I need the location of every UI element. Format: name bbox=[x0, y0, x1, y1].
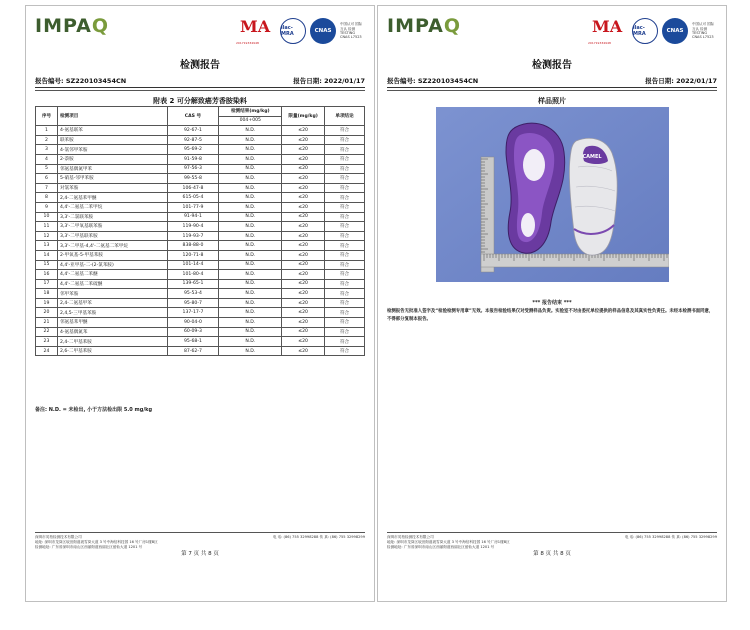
row-cas: 87-62-7 bbox=[167, 346, 219, 356]
row-limit: ≤20 bbox=[282, 154, 325, 164]
row-seq: 5 bbox=[36, 164, 58, 174]
row-result: N.D. bbox=[219, 308, 282, 318]
row-item: 4-氨基联苯 bbox=[57, 126, 167, 136]
row-conclusion: 符合 bbox=[325, 270, 365, 280]
row-cas: 60-09-3 bbox=[167, 327, 219, 337]
row-item: 3,3'-二甲氧基联苯胺 bbox=[57, 222, 167, 232]
page-number: 第 8 页 共 8 页 bbox=[533, 551, 571, 557]
table-row bbox=[36, 327, 365, 337]
row-limit: ≤20 bbox=[282, 193, 325, 203]
table-row bbox=[36, 202, 365, 212]
row-item: 邻氨基苯甲醚 bbox=[57, 318, 167, 328]
row-limit: ≤20 bbox=[282, 222, 325, 232]
row-conclusion: 符合 bbox=[325, 154, 365, 164]
report-title: 检测报告 bbox=[180, 60, 220, 71]
row-conclusion: 符合 bbox=[325, 327, 365, 337]
row-result: N.D. bbox=[219, 202, 282, 212]
row-item: 联苯胺 bbox=[57, 135, 167, 145]
certification-marks bbox=[588, 17, 716, 45]
report-date: 报告日期: 2022/01/17 bbox=[293, 77, 365, 85]
table-row bbox=[36, 135, 365, 145]
row-cas: 106-47-8 bbox=[167, 183, 219, 193]
row-item: 2-萘胺 bbox=[57, 154, 167, 164]
row-limit: ≤20 bbox=[282, 135, 325, 145]
row-conclusion: 符合 bbox=[325, 289, 365, 299]
row-seq: 17 bbox=[36, 279, 58, 289]
row-seq: 20 bbox=[36, 308, 58, 318]
report-number: 报告编号: SZ220103454CN bbox=[35, 77, 127, 85]
row-result: N.D. bbox=[219, 289, 282, 299]
table-title: 附表 2 可分解致癌芳香胺染料 bbox=[153, 97, 247, 105]
ma-cert-icon: MA 201719334948 bbox=[588, 17, 623, 45]
table-row bbox=[36, 279, 365, 289]
row-limit: ≤20 bbox=[282, 164, 325, 174]
row-item: 3,3'-二甲基-4,4'-二氨基二苯甲烷 bbox=[57, 241, 167, 251]
row-result: N.D. bbox=[219, 154, 282, 164]
row-limit: ≤20 bbox=[282, 126, 325, 136]
company-logo: IMPAQ bbox=[35, 15, 110, 37]
table-row bbox=[36, 164, 365, 174]
row-result: N.D. bbox=[219, 260, 282, 270]
row-seq: 21 bbox=[36, 318, 58, 328]
col-header-conclusion: 单项结论 bbox=[325, 107, 365, 126]
row-conclusion: 符合 bbox=[325, 346, 365, 356]
row-result: N.D. bbox=[219, 193, 282, 203]
row-result: N.D. bbox=[219, 145, 282, 155]
table-row bbox=[36, 183, 365, 193]
row-seq: 12 bbox=[36, 231, 58, 241]
shoe-brand-label: CAMEL bbox=[582, 154, 602, 160]
row-cas: 101-77-9 bbox=[167, 202, 219, 212]
row-cas: 95-80-7 bbox=[167, 298, 219, 308]
table-row bbox=[36, 337, 365, 347]
row-cas: 119-93-7 bbox=[167, 231, 219, 241]
row-item: 2,6-二甲基苯胺 bbox=[57, 346, 167, 356]
col-header-result: 检测结果(mg/kg) bbox=[219, 107, 282, 117]
table-row bbox=[36, 270, 365, 280]
ma-cert-icon: MA 201719334948 bbox=[236, 17, 271, 45]
row-item: 2,4-二氨基甲苯 bbox=[57, 298, 167, 308]
row-item: 4-氨基偶氮苯 bbox=[57, 327, 167, 337]
table-row bbox=[36, 308, 365, 318]
row-result: N.D. bbox=[219, 212, 282, 222]
row-seq: 7 bbox=[36, 183, 58, 193]
row-limit: ≤20 bbox=[282, 318, 325, 328]
row-result: N.D. bbox=[219, 318, 282, 328]
row-cas: 92-67-1 bbox=[167, 126, 219, 136]
row-seq: 4 bbox=[36, 154, 58, 164]
page-number: 第 7 页 共 8 页 bbox=[181, 551, 219, 557]
row-result: N.D. bbox=[219, 298, 282, 308]
row-limit: ≤20 bbox=[282, 289, 325, 299]
row-conclusion: 符合 bbox=[325, 222, 365, 232]
row-cas: 91-94-1 bbox=[167, 212, 219, 222]
photo-title: 样品照片 bbox=[538, 97, 566, 105]
ilac-mra-icon: ilac-MRA bbox=[632, 18, 658, 44]
report-title: 检测报告 bbox=[532, 60, 572, 71]
row-seq: 15 bbox=[36, 260, 58, 270]
row-seq: 2 bbox=[36, 135, 58, 145]
row-conclusion: 符合 bbox=[325, 298, 365, 308]
row-seq: 10 bbox=[36, 212, 58, 222]
row-result: N.D. bbox=[219, 135, 282, 145]
row-conclusion: 符合 bbox=[325, 318, 365, 328]
table-row bbox=[36, 241, 365, 251]
table-row bbox=[36, 250, 365, 260]
col-header-item: 检测项目 bbox=[57, 107, 167, 126]
row-cas: 91-59-8 bbox=[167, 154, 219, 164]
table-row bbox=[36, 346, 365, 356]
row-result: N.D. bbox=[219, 231, 282, 241]
cnas-icon: CNAS bbox=[662, 18, 688, 44]
row-conclusion: 符合 bbox=[325, 279, 365, 289]
row-limit: ≤20 bbox=[282, 183, 325, 193]
row-seq: 23 bbox=[36, 337, 58, 347]
row-limit: ≤20 bbox=[282, 298, 325, 308]
row-cas: 119-90-4 bbox=[167, 222, 219, 232]
row-result: N.D. bbox=[219, 279, 282, 289]
row-item: 邻氨基偶氮甲苯 bbox=[57, 164, 167, 174]
cnas-caption: 中国认可 国际互认 检测 TESTING CNAS L7523 bbox=[692, 22, 715, 40]
row-seq: 8 bbox=[36, 193, 58, 203]
row-limit: ≤20 bbox=[282, 260, 325, 270]
table-row bbox=[36, 318, 365, 328]
row-result: N.D. bbox=[219, 327, 282, 337]
row-conclusion: 符合 bbox=[325, 193, 365, 203]
row-item: 4,4'-二氨基二苯醚 bbox=[57, 270, 167, 280]
row-limit: ≤20 bbox=[282, 231, 325, 241]
table-row bbox=[36, 260, 365, 270]
row-conclusion: 符合 bbox=[325, 260, 365, 270]
row-limit: ≤20 bbox=[282, 279, 325, 289]
row-seq: 1 bbox=[36, 126, 58, 136]
row-cas: 90-04-0 bbox=[167, 318, 219, 328]
row-conclusion: 符合 bbox=[325, 250, 365, 260]
ilac-mra-icon: ilac-MRA bbox=[280, 18, 306, 44]
row-conclusion: 符合 bbox=[325, 164, 365, 174]
table-row bbox=[36, 126, 365, 136]
row-item: 4,4'-二氨基二苯硫醚 bbox=[57, 279, 167, 289]
row-conclusion: 符合 bbox=[325, 337, 365, 347]
report-disclaimer: 检测报告无批准人签字及“检验检测专用章”无效。本报告检验结果仅对受测样品负责。实验室不对由委托单位提供的样品信息及其真实性负责任。未经本检测书面同意，不得部分复制本报告。 bbox=[387, 309, 714, 322]
table-row bbox=[36, 298, 365, 308]
row-limit: ≤20 bbox=[282, 308, 325, 318]
row-item: 对氯苯胺 bbox=[57, 183, 167, 193]
horizontal-ruler bbox=[481, 254, 669, 267]
row-seq: 9 bbox=[36, 202, 58, 212]
page-footer: 深圳市英柏检测技术有限公司 电 话: (86) 755 32998288 传 真: (86) 755 32998299 地址: 深圳市龙岗区坂田街道坂雪岗大道 3 号中海信科技园 16 号厂房1楼B区 检测地址: 广东省深圳市南山区西丽街道西丽社区留仙大道 1201 号 bbox=[387, 532, 717, 551]
row-result: N.D. bbox=[219, 183, 282, 193]
shoe-upper bbox=[569, 138, 617, 255]
row-limit: ≤20 bbox=[282, 270, 325, 280]
row-result: N.D. bbox=[219, 241, 282, 251]
col-header-sample-id: 004+005 bbox=[219, 116, 282, 126]
report-meta bbox=[35, 76, 365, 88]
row-limit: ≤20 bbox=[282, 337, 325, 347]
table-row bbox=[36, 154, 365, 164]
row-conclusion: 符合 bbox=[325, 126, 365, 136]
row-result: N.D. bbox=[219, 250, 282, 260]
row-item: 5-硝基-邻甲苯胺 bbox=[57, 174, 167, 184]
row-conclusion: 符合 bbox=[325, 183, 365, 193]
row-limit: ≤20 bbox=[282, 212, 325, 222]
certification-marks bbox=[236, 17, 364, 45]
row-result: N.D. bbox=[219, 270, 282, 280]
row-item: 2-甲氧基-5-甲基苯胺 bbox=[57, 250, 167, 260]
row-conclusion: 符合 bbox=[325, 241, 365, 251]
row-result: N.D. bbox=[219, 337, 282, 347]
row-result: N.D. bbox=[219, 346, 282, 356]
row-item: 3,3'-二甲基联苯胺 bbox=[57, 231, 167, 241]
cnas-caption: 中国认可 国际互认 检测 TESTING CNAS L7523 bbox=[340, 22, 363, 40]
row-result: N.D. bbox=[219, 164, 282, 174]
row-cas: 92-87-5 bbox=[167, 135, 219, 145]
row-limit: ≤20 bbox=[282, 202, 325, 212]
row-limit: ≤20 bbox=[282, 346, 325, 356]
table-row bbox=[36, 289, 365, 299]
row-seq: 6 bbox=[36, 174, 58, 184]
row-cas: 95-53-4 bbox=[167, 289, 219, 299]
row-cas: 97-56-3 bbox=[167, 164, 219, 174]
row-seq: 18 bbox=[36, 289, 58, 299]
row-limit: ≤20 bbox=[282, 174, 325, 184]
row-seq: 19 bbox=[36, 298, 58, 308]
azo-dye-table bbox=[35, 106, 365, 356]
row-cas: 101-14-4 bbox=[167, 260, 219, 270]
table-row bbox=[36, 193, 365, 203]
report-number: 报告编号: SZ220103454CN bbox=[387, 77, 479, 85]
row-cas: 137-17-7 bbox=[167, 308, 219, 318]
row-cas: 120-71-8 bbox=[167, 250, 219, 260]
row-item: 4-氯邻甲苯胺 bbox=[57, 145, 167, 155]
row-cas: 95-68-1 bbox=[167, 337, 219, 347]
table-row bbox=[36, 231, 365, 241]
row-item: 3,3'-二氯联苯胺 bbox=[57, 212, 167, 222]
row-cas: 95-69-2 bbox=[167, 145, 219, 155]
report-meta bbox=[387, 76, 717, 88]
table-note: 备注: N.D. = 未检出, 小于方法检出限 5.0 mg/kg bbox=[35, 407, 153, 413]
row-result: N.D. bbox=[219, 222, 282, 232]
page-footer: 深圳市英柏检测技术有限公司 电 话: (86) 755 32998288 传 真: (86) 755 32998299 地址: 深圳市龙岗区坂田街道坂雪岗大道 3 号中海信科技园 16 号厂房1楼B区 检测地址: 广东省深圳市南山区西丽街道西丽社区留仙大道 1201 号 bbox=[35, 532, 365, 551]
row-cas: 99-55-8 bbox=[167, 174, 219, 184]
col-header-limit: 限量(mg/kg) bbox=[282, 107, 325, 126]
row-cas: 838-88-0 bbox=[167, 241, 219, 251]
col-header-seq: 序号 bbox=[36, 107, 58, 126]
report-page-7 bbox=[25, 5, 375, 602]
row-seq: 11 bbox=[36, 222, 58, 232]
row-item: 4,4'-亚甲基-二-(2-氯苯胺) bbox=[57, 260, 167, 270]
row-result: N.D. bbox=[219, 126, 282, 136]
row-seq: 22 bbox=[36, 327, 58, 337]
row-item: 2,4,5-三甲基苯胺 bbox=[57, 308, 167, 318]
row-item: 2,4-二甲基苯胺 bbox=[57, 337, 167, 347]
col-header-cas: CAS 号 bbox=[167, 107, 219, 126]
row-item: 邻甲苯胺 bbox=[57, 289, 167, 299]
report-date: 报告日期: 2022/01/17 bbox=[645, 77, 717, 85]
row-limit: ≤20 bbox=[282, 241, 325, 251]
row-limit: ≤20 bbox=[282, 145, 325, 155]
row-seq: 24 bbox=[36, 346, 58, 356]
cnas-icon: CNAS bbox=[310, 18, 336, 44]
row-seq: 13 bbox=[36, 241, 58, 251]
row-conclusion: 符合 bbox=[325, 135, 365, 145]
row-limit: ≤20 bbox=[282, 250, 325, 260]
row-conclusion: 符合 bbox=[325, 231, 365, 241]
table-row bbox=[36, 174, 365, 184]
row-seq: 14 bbox=[36, 250, 58, 260]
row-cas: 139-65-1 bbox=[167, 279, 219, 289]
sample-photo bbox=[436, 107, 669, 282]
report-end-marker: *** 报告结束 *** bbox=[532, 300, 572, 306]
company-logo: IMPAQ bbox=[387, 15, 462, 37]
row-conclusion: 符合 bbox=[325, 202, 365, 212]
row-cas: 101-80-4 bbox=[167, 270, 219, 280]
row-item: 4,4'-二氨基二苯甲烷 bbox=[57, 202, 167, 212]
row-conclusion: 符合 bbox=[325, 308, 365, 318]
row-conclusion: 符合 bbox=[325, 145, 365, 155]
table-row bbox=[36, 222, 365, 232]
table-row bbox=[36, 145, 365, 155]
row-seq: 3 bbox=[36, 145, 58, 155]
report-page-8 bbox=[377, 5, 727, 602]
row-conclusion: 符合 bbox=[325, 174, 365, 184]
row-item: 2,4-二氨基苯甲醚 bbox=[57, 193, 167, 203]
row-seq: 16 bbox=[36, 270, 58, 280]
row-result: N.D. bbox=[219, 174, 282, 184]
table-row bbox=[36, 212, 365, 222]
row-conclusion: 符合 bbox=[325, 212, 365, 222]
row-cas: 615-05-4 bbox=[167, 193, 219, 203]
row-limit: ≤20 bbox=[282, 327, 325, 337]
